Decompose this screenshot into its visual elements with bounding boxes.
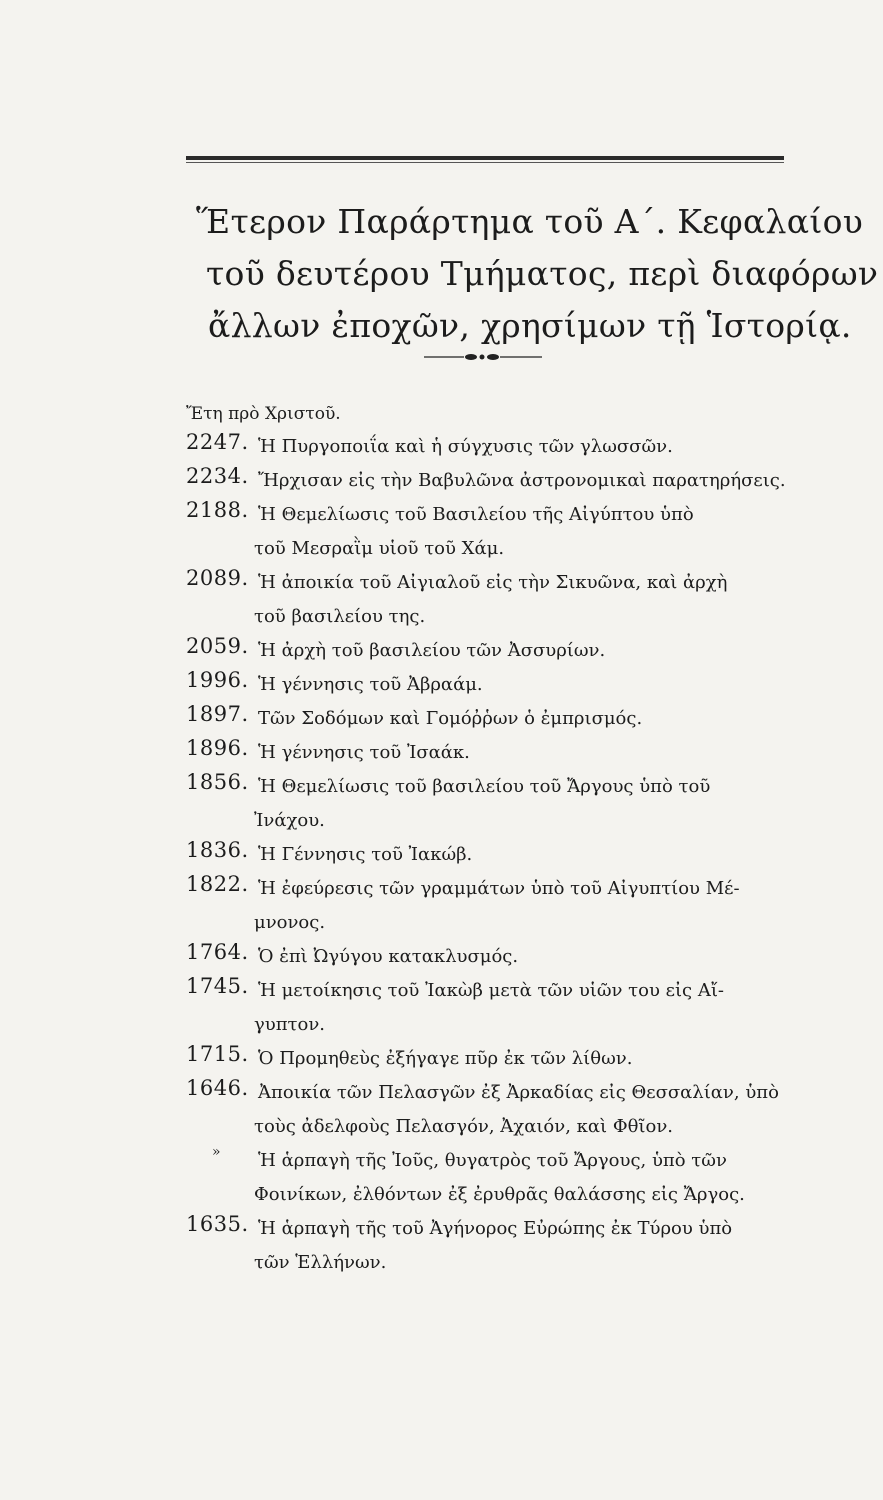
entry-year: 1764. bbox=[186, 940, 249, 964]
chronology-list bbox=[186, 430, 791, 1280]
chronology-entry bbox=[186, 498, 791, 566]
entry-text: Ἡ Γέννησις τοῦ Ἰακώβ. bbox=[258, 844, 473, 865]
entry-text: Ἡ ἀρχὴ τοῦ βασιλείου τῶν Ἀσσυρίων. bbox=[258, 640, 606, 661]
chronology-entry bbox=[186, 634, 791, 668]
entry-year: 1646. bbox=[186, 1076, 249, 1100]
entry-text: Ἡ μετοίκησις τοῦ Ἰακὼβ μετὰ τῶν υἱῶν του εἰς Αἴ- bbox=[258, 980, 724, 1001]
entry-text-continuation: τοῦ Μεσραῒμ υἱοῦ τοῦ Χάμ. bbox=[254, 538, 505, 559]
entry-text: Ἡ Θεμελίωσις τοῦ βασιλείου τοῦ Ἄργους ὑπὸ τοῦ bbox=[258, 776, 711, 797]
entry-text-continuation: τῶν Ἑλλήνων. bbox=[254, 1252, 387, 1273]
chronology-entry bbox=[186, 872, 791, 940]
chronology-entry bbox=[186, 464, 791, 498]
entry-year: 1715. bbox=[186, 1042, 249, 1066]
entry-text: Ὁ Προμηθεὺς ἐξήγαγε πῦρ ἐκ τῶν λίθων. bbox=[258, 1048, 633, 1069]
entry-text-continuation: τοὺς ἀδελφοὺς Πελασγόν, Ἀχαιόν, καὶ Φθῖον. bbox=[254, 1116, 673, 1137]
entry-year: 1836. bbox=[186, 838, 249, 862]
entry-text-continuation: Ἰνάχου. bbox=[254, 810, 325, 831]
entry-text-continuation: γυπτον. bbox=[254, 1014, 325, 1035]
entry-year: 2188. bbox=[186, 498, 249, 522]
entry-text: Ἡ Θεμελίωσις τοῦ Βασιλείου τῆς Αἰγύπτου ὑπὸ bbox=[258, 504, 694, 525]
chronology-entry bbox=[186, 1042, 791, 1076]
heading-line-1: Ἕτερον Παράρτημα τοῦ Α΄. Κεφαλαίου bbox=[196, 202, 864, 241]
entry-year: 1856. bbox=[186, 770, 249, 794]
entry-text: Ἤρχισαν εἰς τὴν Βαβυλῶνα ἀστρονομικαὶ παρατηρήσεις. bbox=[258, 470, 786, 491]
heading-line-2: τοῦ δευτέρου Τμήματος, περὶ διαφόρων bbox=[206, 254, 879, 293]
entry-year: 1822. bbox=[186, 872, 249, 896]
entry-text: Ἡ γέννησις τοῦ Ἰσαάκ. bbox=[258, 742, 470, 763]
entry-year: 1896. bbox=[186, 736, 249, 760]
chronology-entry bbox=[186, 940, 791, 974]
top-rule bbox=[186, 156, 784, 160]
entry-year: 2247. bbox=[186, 430, 249, 454]
chronology-entry bbox=[186, 430, 791, 464]
entry-year: » bbox=[212, 1144, 222, 1160]
chronology-entry bbox=[186, 736, 791, 770]
entry-year: 2059. bbox=[186, 634, 249, 658]
entry-year: 1996. bbox=[186, 668, 249, 692]
entry-text: Ἡ γέννησις τοῦ Ἀβραάμ. bbox=[258, 674, 483, 695]
chronology-entry bbox=[186, 668, 791, 702]
entry-text: Ὁ ἐπὶ Ὠγύγου κατακλυσμός. bbox=[258, 946, 519, 967]
entry-text: Ἡ ἀποικία τοῦ Αἰγιαλοῦ εἰς τὴν Σικυῶνα, καὶ ἀρχὴ bbox=[258, 572, 728, 593]
entry-text: Τῶν Σοδόμων καὶ Γομόῤῥων ὁ ἐμπρισμός. bbox=[258, 708, 643, 729]
years-caption: Ἔτη πρὸ Χριστοῦ. bbox=[186, 404, 341, 424]
chronology-entry bbox=[186, 566, 791, 634]
entry-year: 1897. bbox=[186, 702, 249, 726]
entry-text: Ἡ Πυργοποιΐα καὶ ἡ σύγχυσις τῶν γλωσσῶν. bbox=[258, 436, 673, 457]
entry-text: Ἡ ἁρπαγὴ τῆς τοῦ Ἀγήνορος Εὐρώπης ἐκ Τύρου ὑπὸ bbox=[258, 1218, 733, 1239]
chronology-entry bbox=[186, 1144, 791, 1212]
entry-text: Ἡ ἁρπαγὴ τῆς Ἰοῦς, θυγατρὸς τοῦ Ἄργους, ὑπὸ τῶν bbox=[258, 1150, 727, 1171]
heading-line-3: ἄλλων ἐποχῶν, χρησίμων τῇ Ἱστορίᾳ. bbox=[208, 306, 852, 345]
chronology-entry bbox=[186, 1212, 791, 1280]
entry-year: 2089. bbox=[186, 566, 249, 590]
entry-text-continuation: Φοινίκων, ἐλθόντων ἐξ ἐρυθρᾶς θαλάσσης εἰς Ἄργος. bbox=[254, 1184, 745, 1205]
entry-year: 2234. bbox=[186, 464, 249, 488]
chronology-entry bbox=[186, 838, 791, 872]
entry-year: 1635. bbox=[186, 1212, 249, 1236]
entry-text-continuation: τοῦ βασιλείου της. bbox=[254, 606, 426, 627]
entry-text-continuation: μνονος. bbox=[254, 912, 326, 933]
entry-year: 1745. bbox=[186, 974, 249, 998]
entry-text: Ἀποικία τῶν Πελασγῶν ἐξ Ἀρκαδίας εἰς Θεσσαλίαν, ὑπὸ bbox=[258, 1082, 779, 1103]
chronology-entry bbox=[186, 974, 791, 1042]
chronology-entry bbox=[186, 770, 791, 838]
heading-ornament bbox=[424, 350, 542, 364]
chronology-entry bbox=[186, 702, 791, 736]
chronology-entry bbox=[186, 1076, 791, 1144]
entry-text: Ἡ ἐφεύρεσις τῶν γραμμάτων ὑπὸ τοῦ Αἰγυπτίου Μέ- bbox=[258, 878, 740, 899]
appendix-heading bbox=[196, 196, 879, 352]
